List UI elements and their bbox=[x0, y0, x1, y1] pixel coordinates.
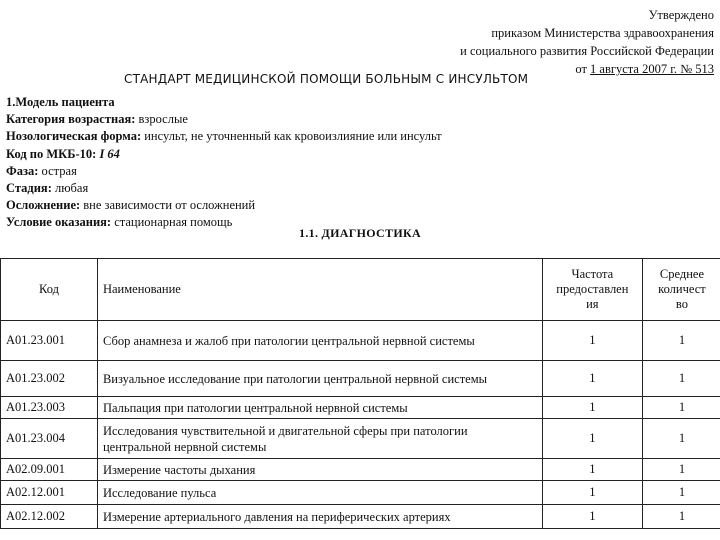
row-code: A01.23.004 bbox=[1, 419, 98, 459]
approval-stamp bbox=[294, 6, 714, 78]
row-code: A01.23.001 bbox=[1, 321, 98, 361]
complication-value: вне зависимости от осложнений bbox=[80, 198, 256, 213]
diagnostics-table bbox=[0, 258, 720, 529]
standard-title: СТАНДАРТ МЕДИЦИНСКОЙ ПОМОЩИ БОЛЬНЫМ С ИНСУЛЬТОМ bbox=[124, 72, 529, 86]
row-name: Визуальное исследование при патологии центральной нервной системы bbox=[97, 361, 542, 397]
approval-line-3: и социального развития Российской Федерации bbox=[460, 44, 714, 58]
row-name: Исследование пульса bbox=[97, 481, 542, 505]
row-average: 1 bbox=[642, 481, 720, 505]
row-average: 1 bbox=[642, 419, 720, 459]
row-frequency: 1 bbox=[542, 397, 642, 419]
row-frequency: 1 bbox=[542, 505, 642, 529]
condition-label: Условие оказания: bbox=[6, 215, 112, 230]
table-row bbox=[1, 397, 720, 419]
row-average: 1 bbox=[642, 459, 720, 481]
header-frequency-line-1: Частота bbox=[571, 267, 614, 281]
row-code: A02.12.002 bbox=[1, 505, 98, 529]
table-row bbox=[1, 505, 720, 529]
nosology-label: Нозологическая форма: bbox=[6, 129, 142, 144]
row-average: 1 bbox=[642, 361, 720, 397]
stage-value: любая bbox=[51, 181, 89, 196]
row-name: Исследования чувствительной и двигательной сферы при патологии центральной нервной системы bbox=[97, 419, 542, 459]
diagnostics-title: 1.1. ДИАГНОСТИКА bbox=[299, 226, 421, 240]
row-name: Сбор анамнеза и жалоб при патологии центральной нервной системы bbox=[97, 321, 542, 361]
row-average: 1 bbox=[642, 397, 720, 419]
header-frequency bbox=[542, 259, 642, 321]
row-frequency: 1 bbox=[542, 459, 642, 481]
row-average: 1 bbox=[642, 505, 720, 529]
approval-date: 1 августа 2007 г. bbox=[590, 62, 678, 76]
row-frequency: 1 bbox=[542, 419, 642, 459]
header-average-line-1: Среднее bbox=[659, 267, 705, 281]
header-frequency-line-3: ия bbox=[586, 297, 599, 311]
icd-label: Код по МКБ-10: bbox=[6, 146, 97, 161]
patient-model bbox=[6, 94, 442, 232]
row-average: 1 bbox=[642, 321, 720, 361]
table-row bbox=[1, 321, 720, 361]
table-row bbox=[1, 481, 720, 505]
header-average-line-3: во bbox=[675, 297, 688, 311]
condition-value: стационарная помощь bbox=[111, 215, 233, 230]
header-average-line-2: количест bbox=[658, 282, 706, 296]
stage-label: Стадия: bbox=[6, 181, 52, 196]
complication-label: Осложнение: bbox=[6, 198, 81, 213]
row-code: A02.12.001 bbox=[1, 481, 98, 505]
phase-label: Фаза: bbox=[6, 163, 39, 178]
icd-value: I 64 bbox=[96, 146, 120, 161]
row-code: A02.09.001 bbox=[1, 459, 98, 481]
row-frequency: 1 bbox=[542, 361, 642, 397]
row-code: A01.23.002 bbox=[1, 361, 98, 397]
row-name: Измерение частоты дыхания bbox=[97, 459, 542, 481]
model-heading: 1.Модель пациента bbox=[6, 95, 115, 109]
category-value: взрослые bbox=[135, 112, 188, 127]
header-average bbox=[642, 259, 720, 321]
phase-value: острая bbox=[38, 163, 77, 178]
header-code: Код bbox=[1, 259, 98, 321]
approval-number: № 513 bbox=[677, 62, 714, 76]
row-frequency: 1 bbox=[542, 321, 642, 361]
table-row bbox=[1, 361, 720, 397]
approval-line-1: Утверждено bbox=[648, 8, 714, 22]
category-label: Категория возрастная: bbox=[6, 112, 136, 127]
approval-line-2: приказом Министерства здравоохранения bbox=[491, 26, 714, 40]
row-name: Пальпация при патологии центральной нервной системы bbox=[97, 397, 542, 419]
header-name: Наименование bbox=[97, 259, 542, 321]
row-frequency: 1 bbox=[542, 481, 642, 505]
table-row bbox=[1, 419, 720, 459]
approval-date-prefix: от bbox=[575, 62, 591, 76]
row-name: Измерение артериального давления на периферических артериях bbox=[97, 505, 542, 529]
header-frequency-line-2: предоставлен bbox=[556, 282, 629, 296]
row-code: A01.23.003 bbox=[1, 397, 98, 419]
table-row bbox=[1, 459, 720, 481]
table-header-row bbox=[1, 259, 720, 321]
nosology-value: инсульт, не уточненный как кровоизлияние или инсульт bbox=[141, 129, 442, 144]
